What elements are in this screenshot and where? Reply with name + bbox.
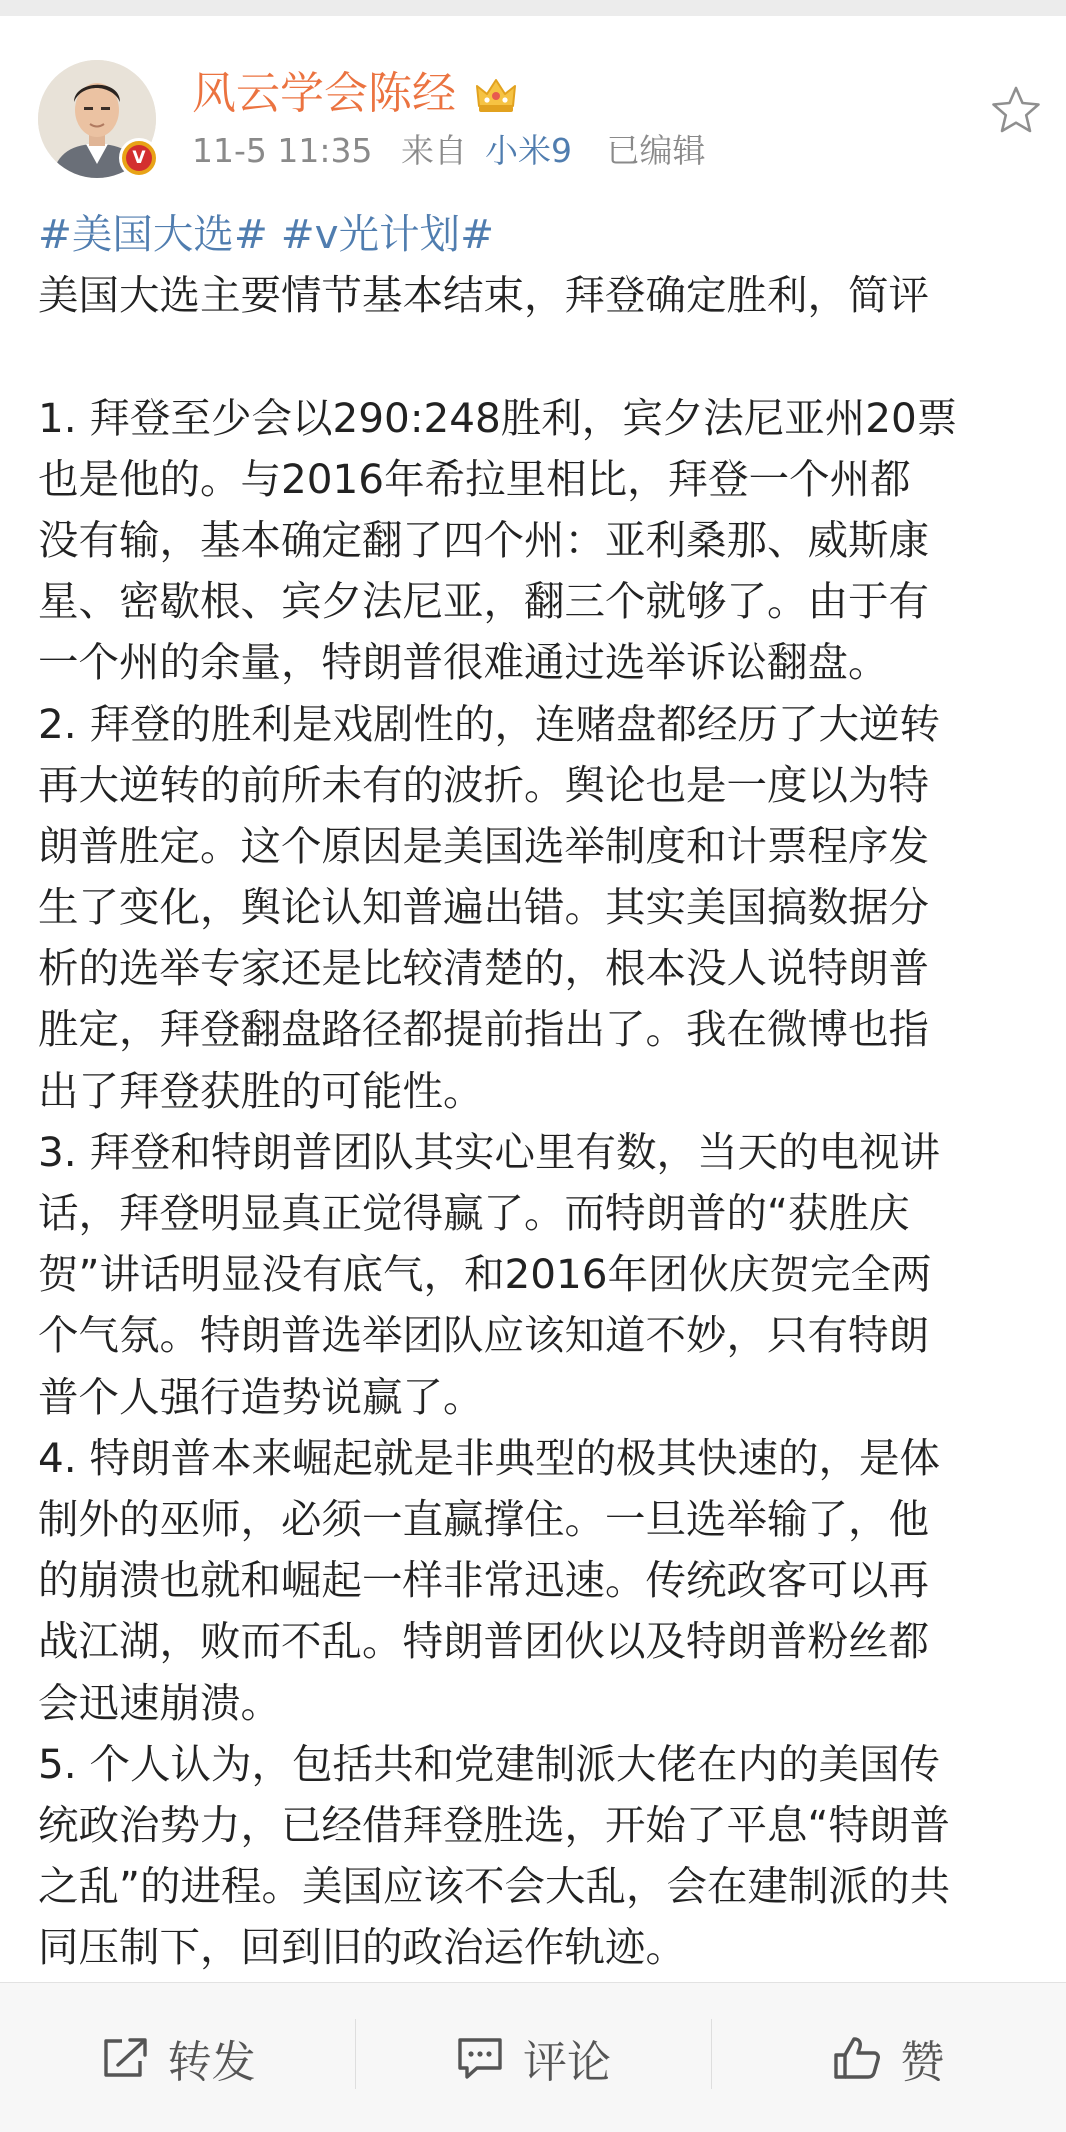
post-text-line: 制外的巫师，必须一直赢撑住。一旦选举输了，他 <box>38 1494 929 1543</box>
post-text-line: 同压制下，回到旧的政治运作轨迹。 <box>38 1923 686 1972</box>
comment-label: 评论 <box>522 2036 611 2088</box>
post-text-line: 个气氛。特朗普选举团队应该知道不妙，只有特朗 <box>38 1311 929 1360</box>
post-text-line: 1. 拜登至少会以290:248胜利，宾夕法尼亚州20票 <box>38 393 958 442</box>
repost-button[interactable] <box>0 1983 355 2132</box>
like-button[interactable] <box>711 1983 1066 2132</box>
post-text-line: 之乱”的进程。美国应该不会大乱，会在建制派的共 <box>38 1862 950 1911</box>
post-text-line: 的崩溃也就和崛起一样非常迅速。传统政客可以再 <box>38 1556 929 1605</box>
edited-label[interactable]: 已编辑 <box>606 131 706 170</box>
device-link[interactable]: 小米9 <box>485 131 572 170</box>
post-text-line: 胜定，拜登翻盘路径都提前指出了。我在微博也指 <box>38 1005 929 1054</box>
post-text-line: 星、密歇根、宾夕法尼亚，翻三个就够了。由于有 <box>38 577 929 626</box>
post-body <box>38 204 1038 1978</box>
share-icon <box>100 2035 150 2081</box>
post-text-line: 析的选举专家还是比较清楚的，根本没人说特朗普 <box>38 944 929 993</box>
source-prefix: 来自 <box>401 131 467 170</box>
post-meta <box>192 131 724 170</box>
post-text-line: 战江湖，败而不乱。特朗普团伙以及特朗普粉丝都 <box>38 1617 929 1666</box>
post-text-line: 贺”讲话明显没有底气，和2016年团伙庆贺完全两 <box>38 1250 932 1299</box>
crown-icon[interactable] <box>473 72 519 118</box>
post-text-line: 话，拜登明显真正觉得赢了。而特朗普的“获胜庆 <box>38 1189 910 1237</box>
post-text-line: 4. 特朗普本来崛起就是非典型的极其快速的，是体 <box>38 1433 941 1482</box>
post-text-line: 再大逆转的前所未有的波折。舆论也是一度以为特 <box>38 760 929 809</box>
post-text-line: 普个人强行造势说赢了。 <box>38 1372 484 1421</box>
post-text-line: 一个州的余量，特朗普很难通过选举诉讼翻盘。 <box>38 638 889 687</box>
post-text-line: 出了拜登获胜的可能性。 <box>38 1066 484 1115</box>
comment-icon <box>455 2035 505 2081</box>
post-text-line: 3. 拜登和特朗普团队其实心里有数，当天的电视讲 <box>38 1127 941 1176</box>
post-text-line: 也是他的。与2016年希拉里相比，拜登一个州都 <box>38 454 911 503</box>
post-text-line: 美国大选主要情节基本结束，拜登确定胜利，简评 <box>38 271 929 320</box>
comment-button[interactable] <box>355 1983 710 2132</box>
hashtag-v-light-plan[interactable]: #v光计划# <box>280 210 495 258</box>
post-text-line: 朗普胜定。这个原因是美国选举制度和计票程序发 <box>38 821 929 870</box>
post-header <box>0 16 1066 196</box>
hashtag-us-election[interactable]: #美国大选# <box>38 210 268 258</box>
action-bar <box>0 1982 1066 2132</box>
post-text-blank-line <box>38 326 1038 387</box>
favorite-star-icon[interactable] <box>990 84 1042 136</box>
post-text-line: 统政治势力，已经借拜登胜选，开始了平息“特朗普 <box>38 1800 950 1849</box>
author-name[interactable]: 风云学会陈经 <box>192 68 456 119</box>
post-text-line: 会迅速崩溃。 <box>38 1678 281 1727</box>
post-text-line: 2. 拜登的胜利是戏剧性的，连赌盘都经历了大逆转 <box>38 699 941 748</box>
thumbs-up-icon <box>832 2035 882 2081</box>
repost-label: 转发 <box>167 2036 256 2088</box>
post-text-line: 生了变化，舆论认知普遍出错。其实美国搞数据分 <box>38 883 929 932</box>
verified-badge-icon: V <box>119 138 159 178</box>
top-strip <box>0 0 1066 16</box>
hashtag-line <box>38 204 1038 265</box>
post-text-line: 没有输，基本确定翻了四个州：亚利桑那、威斯康 <box>38 515 929 564</box>
like-label: 赞 <box>900 2036 945 2088</box>
post-timestamp: 11-5 11:35 <box>192 131 373 170</box>
post-text-line: 5. 个人认为，包括共和党建制派大佬在内的美国传 <box>38 1739 941 1788</box>
